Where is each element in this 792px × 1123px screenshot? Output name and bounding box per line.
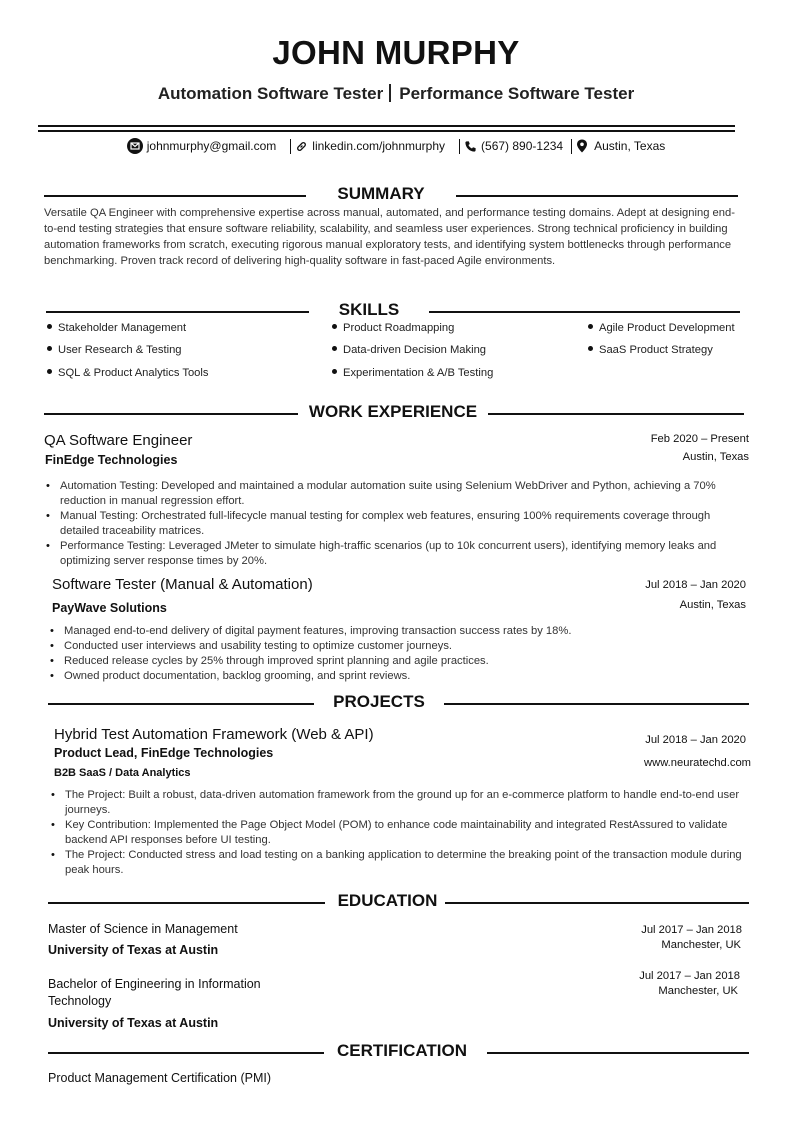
heading-rule-left	[48, 1052, 324, 1054]
project-title: Hybrid Test Automation Framework (Web & API)	[54, 726, 374, 743]
headline-title-1: Automation Software Tester	[157, 84, 384, 103]
education-dates: Jul 2017 – Jan 2018	[641, 924, 742, 936]
projects-heading-text: PROJECTS	[333, 692, 425, 711]
job-location: Austin, Texas	[679, 599, 746, 611]
job-location: Austin, Texas	[682, 451, 749, 463]
education-degree: Bachelor of Engineering in Information Technology	[48, 977, 261, 1008]
summary-text: Versatile QA Engineer with comprehensive expertise across manual, automated, and performance testing domains. Adept at designing end-to-end testing strategies that ensure software reliability, scalability, and seamless user experiences. Strong technical proficiency in building automation frameworks from scratch, executing rigorous manual exploratory tests, and identifying system bottlenecks through performance benchmarking. Proven track record of delivering high-quality software in fast-paced Agile environments.	[44, 207, 735, 267]
heading-rule-right	[429, 311, 740, 313]
skills-heading-text: SKILLS	[338, 300, 400, 319]
heading-rule-left	[46, 311, 309, 313]
list-item: • Reduced release cycles by 25% through improved sprint planning and agile practices.	[48, 654, 738, 669]
list-item: • The Project: Conducted stress and load testing on a banking application to determine the breaking point of the transaction module during peak hours.	[49, 848, 749, 878]
summary-heading	[44, 184, 738, 206]
project-role: Product Lead, FinEdge Technologies	[54, 746, 274, 760]
list-item: • Automation Testing: Developed and maintained a modular automation suite using Selenium WebDriver and Python, achieving a 70% reduction in manual regression effort.	[44, 479, 734, 509]
contact-phone-text: (567) 890-1234	[481, 139, 564, 153]
project-url[interactable]: www.neuratechd.com	[644, 757, 751, 769]
list-item: • Manual Testing: Orchestrated full-lifecycle manual testing for complex web features, ensuring 100% requirements coverage through detailed traceability matrices.	[44, 509, 734, 539]
header-rule-top	[38, 125, 735, 127]
link-icon	[295, 140, 308, 153]
skill-item: SaaS Product Strategy	[588, 344, 713, 356]
location-pin-icon	[576, 139, 588, 153]
heading-rule-right	[488, 413, 744, 415]
skill-item: Product Roadmapping	[332, 322, 454, 334]
certification-heading-text: CERTIFICATION	[336, 1041, 467, 1060]
contact-location	[576, 139, 665, 153]
list-item: • Conducted user interviews and usability testing to optimize customer journeys.	[48, 639, 738, 654]
contact-email-text: johnmurphy@gmail.com	[146, 139, 277, 153]
certification-heading	[48, 1041, 749, 1063]
headline	[0, 84, 792, 104]
education-location: Manchester, UK	[658, 985, 738, 997]
contact-linkedin-text: linkedin.com/johnmurphy	[312, 139, 446, 153]
job-company: PayWave Solutions	[52, 601, 167, 615]
job-title: Software Tester (Manual & Automation)	[52, 576, 313, 593]
job-dates: Feb 2020 – Present	[650, 433, 749, 445]
headline-title-2: Performance Software Tester	[399, 84, 635, 103]
job-bullets	[48, 624, 738, 684]
heading-rule-right	[456, 195, 738, 197]
email-icon	[127, 138, 143, 154]
project-dates: Jul 2018 – Jan 2020	[645, 734, 746, 746]
contact-phone[interactable]	[464, 139, 563, 153]
contact-separator	[290, 139, 291, 154]
skills-heading	[46, 300, 740, 322]
education-location: Manchester, UK	[661, 939, 741, 951]
job-bullets	[44, 479, 734, 569]
summary-heading-text: SUMMARY	[337, 184, 425, 203]
header-rule-bottom	[38, 130, 735, 132]
heading-rule-right	[445, 902, 749, 904]
list-item: • Owned product documentation, backlog grooming, and sprint reviews.	[48, 669, 738, 684]
certification-item: Product Management Certification (PMI)	[48, 1071, 272, 1085]
list-item: • The Project: Built a robust, data-driven automation framework from the ground up for an e-commerce platform to handle end-to-end user journeys.	[49, 788, 749, 818]
candidate-name: JOHN MURPHY	[272, 34, 520, 71]
education-school: University of Texas at Austin	[48, 943, 219, 957]
contact-bar	[0, 138, 792, 154]
contact-separator	[459, 139, 460, 154]
heading-rule-left	[48, 902, 325, 904]
contact-location-text: Austin, Texas	[594, 139, 666, 153]
skill-item: Data-driven Decision Making	[332, 344, 486, 356]
phone-icon	[464, 140, 477, 153]
job-dates: Jul 2018 – Jan 2020	[645, 579, 746, 591]
education-heading	[48, 891, 749, 913]
education-degree: Master of Science in Management	[48, 922, 238, 936]
heading-rule-left	[44, 195, 306, 197]
job-title: QA Software Engineer	[44, 432, 193, 449]
heading-rule-right	[444, 703, 749, 705]
education-heading-text: EDUCATION	[337, 891, 438, 910]
headline-divider	[389, 84, 391, 102]
contact-email[interactable]	[127, 138, 277, 154]
skill-item: User Research & Testing	[47, 344, 182, 356]
heading-rule-left	[44, 413, 298, 415]
list-item: • Performance Testing: Leveraged JMeter to simulate high-traffic scenarios (up to 10k concurrent users), identifying memory leaks and optimizing server response times by 20%.	[44, 539, 734, 569]
heading-rule-left	[48, 703, 314, 705]
education-dates: Jul 2017 – Jan 2018	[639, 970, 740, 982]
skill-item: Experimentation & A/B Testing	[332, 367, 493, 379]
contact-linkedin[interactable]	[295, 139, 445, 153]
project-domain: B2B SaaS / Data Analytics	[54, 767, 191, 779]
projects-heading	[48, 692, 749, 714]
list-item: • Managed end-to-end delivery of digital payment features, improving transaction success rates by 18%.	[48, 624, 738, 639]
skill-item: SQL & Product Analytics Tools	[47, 367, 208, 379]
experience-heading	[44, 402, 744, 424]
experience-heading-text: WORK EXPERIENCE	[308, 402, 478, 421]
skill-item: Stakeholder Management	[47, 322, 186, 334]
contact-separator	[571, 139, 572, 154]
heading-rule-right	[487, 1052, 749, 1054]
skill-item: Agile Product Development	[588, 322, 735, 334]
job-company: FinEdge Technologies	[45, 453, 178, 467]
project-bullets	[49, 788, 749, 878]
list-item: • Key Contribution: Implemented the Page Object Model (POM) to enhance code maintainability and integrated RestAssured to validate backend API responses before UI testing.	[49, 818, 749, 848]
education-school: University of Texas at Austin	[48, 1016, 219, 1030]
